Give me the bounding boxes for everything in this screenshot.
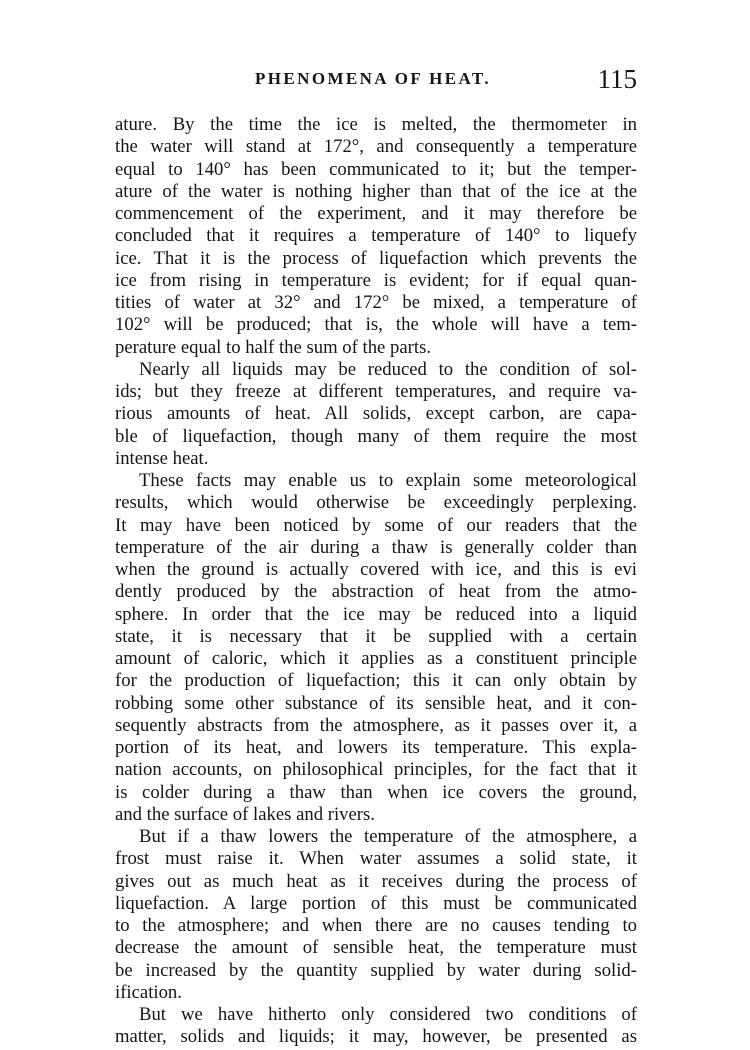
text-line: matter, solids and liquids; it may, however, be presented as: [115, 1026, 637, 1048]
text-line: state, it is necessary that it be supplied with a certain: [115, 625, 637, 647]
text-line: ice. That it is the process of liquefaction which prevents the: [115, 247, 637, 269]
text-line: results, which would otherwise be exceedingly perplexing.: [115, 492, 637, 514]
text-line: ification.: [115, 981, 182, 1003]
text-line: when the ground is actually covered with ice, and this is evi: [115, 559, 637, 580]
text-line: rious amounts of heat. All solids, except carbon, are capa-: [115, 403, 637, 425]
text-line: It may have been noticed by some of our readers that the: [115, 514, 637, 536]
text-line: portion of its heat, and lowers its temperature. This expla-: [115, 737, 637, 758]
text-line: frost must raise it. When water assumes a solid state, it: [115, 848, 637, 870]
text-line: 102° will be produced; that is, the whole will have a tem-: [115, 314, 637, 336]
text-line: for the production of liquefaction; this it can only obtain by: [115, 670, 637, 692]
text-line: perature equal to half the sum of the parts.: [115, 336, 432, 358]
text-line: ids; but they freeze at different temperatures, and require va-: [115, 381, 637, 402]
text-line: amount of caloric, which it applies as a constituent principle: [115, 648, 637, 669]
paragraph-start-line: But we have hitherto only considered two conditions of: [139, 1004, 637, 1025]
text-line: ature of the water is nothing higher than that of the ice at the: [115, 180, 637, 202]
running-head: [115, 64, 637, 100]
text-line: concluded that it requires a temperature of 140° to liquefy: [115, 225, 637, 247]
text-line: temperature of the air during a thaw is generally colder than: [115, 536, 637, 558]
text-line: robbing some other substance of its sensible heat, and it con-: [115, 692, 637, 714]
paragraph-start-line: But if a thaw lowers the temperature of the atmosphere, a: [139, 826, 637, 847]
text-line: liquefaction. A large portion of this must be communicated: [115, 892, 637, 914]
text-line: ble of liquefaction, though many of them require the most: [115, 425, 637, 447]
body-text: [115, 114, 637, 1049]
text-line: be increased by the quantity supplied by water during solid-: [115, 959, 637, 981]
running-title: PHENOMENA OF HEAT.: [255, 69, 492, 88]
text-line: intense heat.: [115, 447, 209, 469]
text-line: equal to 140° has been communicated to it; but the temper-: [115, 158, 637, 180]
text-line: sequently abstracts from the atmosphere, as it passes over it, a: [115, 714, 637, 736]
text-line: ice from rising in temperature is evident; for if equal quan-: [115, 269, 637, 291]
text-line: ature. By the time the ice is melted, the thermometer in: [115, 114, 637, 135]
paragraph-start-line: Nearly all liquids may be reduced to the condition of sol-: [139, 358, 637, 380]
text-line: to the atmosphere; and when there are no causes tending to: [115, 915, 637, 936]
paragraph-start-line: These facts may enable us to explain some meteorological: [139, 470, 637, 491]
text-line: sphere. In order that the ice may be reduced into a liquid: [115, 603, 637, 625]
text-line: dently produced by the abstraction of heat from the atmo-: [115, 581, 637, 603]
text-line: tities of water at 32° and 172° be mixed, a temperature of: [115, 292, 637, 313]
text-line: is colder during a thaw than when ice covers the ground,: [115, 781, 637, 803]
text-line: the water will stand at 172°, and consequently a temperature: [115, 136, 637, 158]
text-line: decrease the amount of sensible heat, the temperature must: [115, 937, 637, 959]
text-line: commencement of the experiment, and it may therefore be: [115, 203, 637, 224]
text-line: and the surface of lakes and rivers.: [115, 803, 375, 825]
text-line: gives out as much heat as it receives during the process of: [115, 870, 637, 892]
page-number: 115: [597, 64, 637, 94]
text-line: nation accounts, on philosophical principles, for the fact that it: [115, 759, 637, 781]
